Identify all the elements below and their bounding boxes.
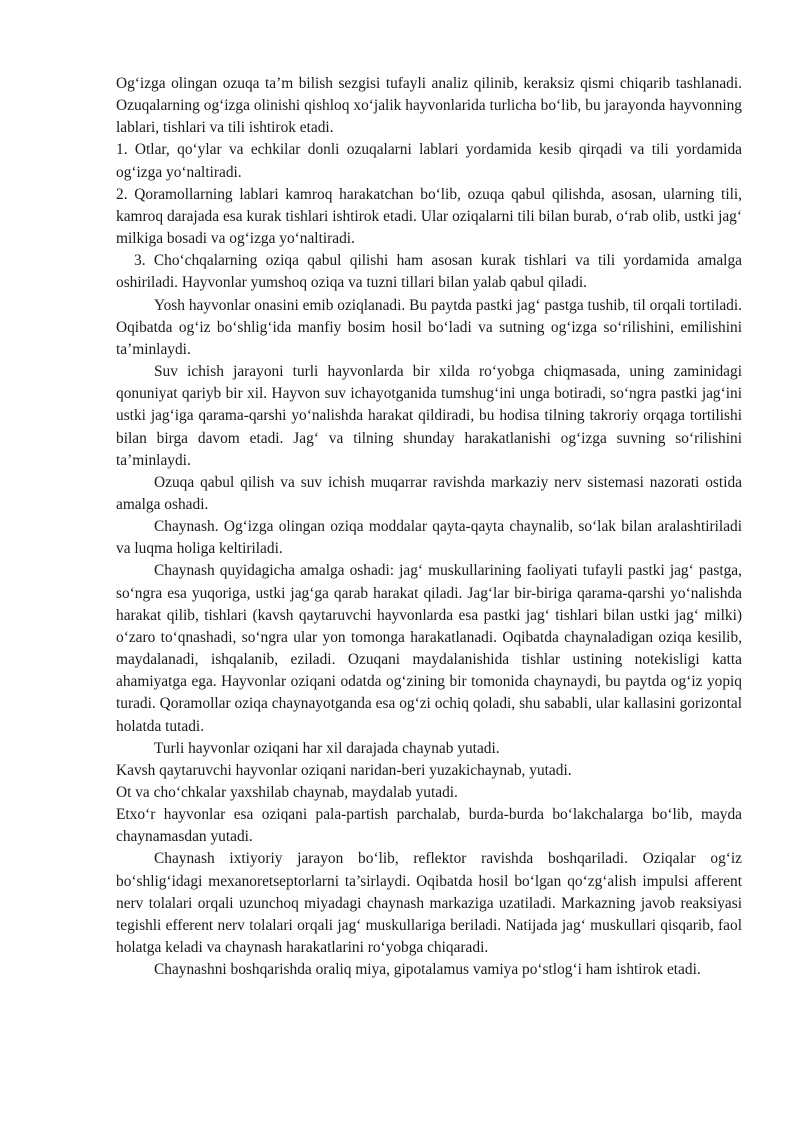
paragraph-carnivores: Etxo‘r hayvonlar esa oziqani pala-partish parchalab, burda-burda bo‘lakchalarga bo‘lib, mayda chaynamasdan yutadi. bbox=[116, 806, 742, 846]
paragraph-horses-sheep-goats: 1. Otlar, qo‘ylar va echkilar donli ozuqalarni lablari yordamida kesib qirqadi va tili yordamida og‘izga yo‘naltiradi. bbox=[116, 141, 742, 181]
paragraph-young-animals-suckling: Yosh hayvonlar onasini emib oziqlanadi. Bu paytda pastki jag‘ pastga tushib, til orqali tortiladi. Oqibatda og‘iz bo‘shlig‘ida manfiy bosim hosil bo‘ladi va sutning og‘izga so‘rilishini, emilishini ta’minlaydi. bbox=[116, 296, 742, 358]
paragraph-drinking-water: Suv ichish jarayoni turli hayvonlarda bir xilda ro‘yobga chiqmasada, uning zaminidagi qonuniyat qariyb bir xil. Hayvon suv ichayotganida tumshug‘ini unga botiradi, so‘ngra pastki jag‘ini ustki jag‘iga qarama-qarshi yo‘nalishda harakat qildiradi, bu hodisa tilning takroriy orqaga tortilishi bilan birga davom etadi. Jag‘ va tilning shunday harakatlanishi og‘izga suvning so‘rilishini ta’minlaydi. bbox=[116, 363, 742, 469]
paragraph-chewing-mechanism: Chaynash quyidagicha amalga oshadi: jag‘ muskullarining faoliyati tufayli pastki jag‘ pastga, so‘ngra esa yuqoriga, ustki jag‘ga qarab harakat qiladi. Jag‘lar bir-biriga qarama-qarshi yo‘nalishda harakat qilib, tishlari (kavsh qaytaruvchi hayvonlarda esa pastki jag‘ tishlari bilan ustki jag‘ milki) o‘zaro to‘qnashadi, so‘ngra ular yon tomonga harakatlanadi. Oqibatda chaynaladigan oziqa kesilib, maydalanadi, ishqalanib, eziladi. Ozuqani maydalanishida tishlar ustining notekisligi katta ahamiyatga ega. Hayvonlar oziqani odatda og‘zining bir tomonida chaynaydi, bu paytda og‘iz yopiq turadi. Qoramollar oziqa chaynayotganda esa og‘zi ochiq qoladi, shu sababli, ular kallasini gorizontal holatda tutadi. bbox=[116, 562, 742, 735]
paragraph-chewing-degree: Turli hayvonlar oziqani har xil darajada chaynab yutadi. bbox=[154, 739, 500, 757]
paragraph-chewing-regulation: Chaynashni boshqarishda oraliq miya, gipotalamus vamiya po‘stlog‘i ham ishtirok etadi. bbox=[154, 961, 701, 979]
paragraph-chewing-definition: Chaynash. Og‘izga olingan oziqa moddalar qayta-qayta chaynalib, so‘lak bilan aralashtiriladi va luqma holiga keltiriladi. bbox=[116, 518, 742, 558]
paragraph-food-intake-intro: Og‘izga olingan ozuqa ta’m bilish sezgisi tufayli analiz qilinib, keraksiz qismi chiqarib tashlanadi. Ozuqalarning og‘izga olinishi qishloq xo‘jalik hayvonlarida turlicha bo‘lib, bu jarayonda hayvonning lablari, tishlari va tili ishtirok etadi. bbox=[116, 75, 742, 137]
paragraph-ruminants: Kavsh qaytaruvchi hayvonlar oziqani naridan-beri yuzakichaynab, yutadi. bbox=[116, 761, 572, 779]
paragraph-cattle: 2. Qoramollarning lablari kamroq harakatchan bo‘lib, ozuqa qabul qilishda, asosan, ularning tili, kamroq darajada esa kurak tishlari ishtirok etadi. Ular oziqalarni tili bilan burab, o‘rab olib, ustki jag‘ milkiga bosadi va og‘izga yo‘naltiradi. bbox=[116, 185, 742, 248]
paragraph-pigs: 3. Cho‘chqalarning oziqa qabul qilishi ham asosan kurak tishlari va tili yordamida amalga oshiriladi. Hayvonlar yumshoq oziqa va tuzni tillari bilan yalab qabul qiladi. bbox=[116, 252, 742, 292]
document-page bbox=[116, 73, 742, 981]
paragraph-horses-pigs: Ot va cho‘chkalar yaxshilab chaynab, maydalab yutadi. bbox=[116, 784, 458, 801]
paragraph-nervous-control: Ozuqa qabul qilish va suv ichish muqarrar ravishda markaziy nerv sistemasi nazorati ostida amalga oshadi. bbox=[116, 473, 742, 513]
paragraph-chewing-reflex: Chaynash ixtiyoriy jarayon bo‘lib, reflektor ravishda boshqariladi. Oziqalar og‘iz bo‘shlig‘idagi mexanoretseptorlarni ta’sirlaydi. Oqibatda hosil bo‘lgan qo‘zg‘alish impulsi afferent nerv tolalari orqali uzunchoq miyadagi chaynash markaziga uzatiladi. Markazning javob reaksiyasi tegishli efferent nerv tolalari orqali jag‘ muskullariga beriladi. Natijada jag‘ muskullari qisqarib, faol holatga keladi va chaynash harakatlarini ro‘yobga chiqaradi. bbox=[116, 850, 742, 957]
